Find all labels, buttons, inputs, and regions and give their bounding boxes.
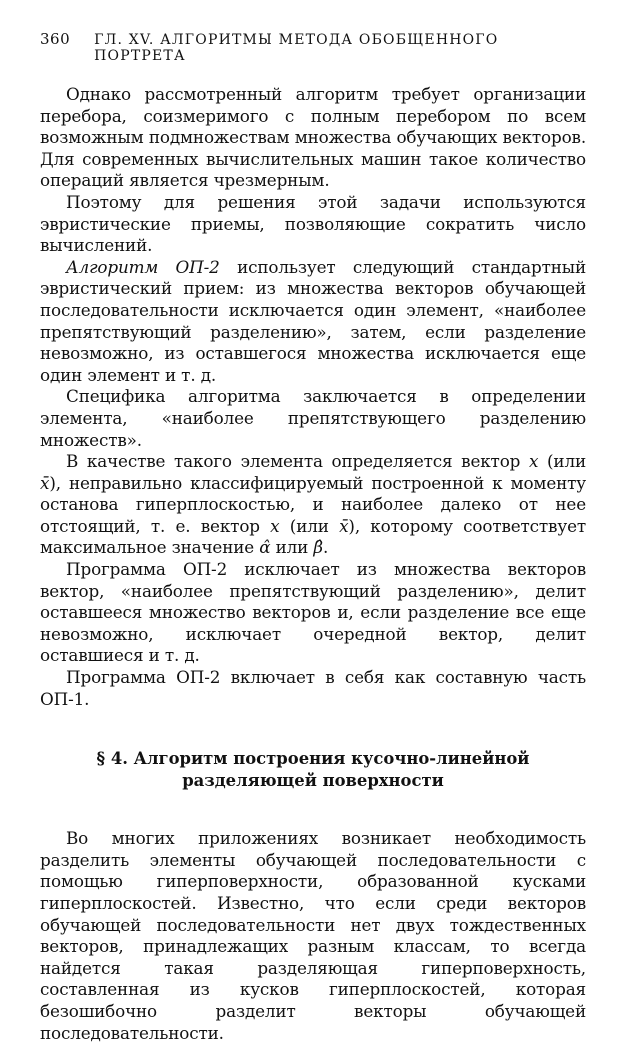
- section-body: [40, 828, 586, 1044]
- beta-hat: β̂: [313, 537, 323, 558]
- section-heading-line-2: разделяющей поверхности: [182, 771, 444, 791]
- vector-x-2: x: [270, 515, 280, 536]
- p5-text-f: или: [270, 537, 314, 558]
- p5-text-g: .: [322, 537, 329, 558]
- p5-text-b: (или: [538, 451, 586, 472]
- vector-x: x: [528, 451, 539, 472]
- alpha-hat: α̂: [259, 537, 271, 558]
- vector-x-bar-2: x̄: [339, 515, 349, 536]
- paragraph-7: Программа ОП-2 включает в себя как составную часть ОП-1.: [40, 667, 586, 709]
- body-text: [40, 84, 586, 710]
- section-paragraph-1: Во многих приложениях возникает необходимость разделить элементы обучающей последовательности с помощью гиперповерхности, образованной кусками гиперплоскостей. Известно, что если среди векторов обучающей последовательности нет двух тождественных векторов, принадлежащих разным классам, то всегда найдется такая разделяющая гиперповерхность, составленная из кусков гиперплоскостей, которая безошибочно разделит векторы обучающей последовательности.: [40, 828, 586, 1043]
- page-number: 360: [40, 30, 71, 48]
- paragraph-3-text: использует следующий стандартный эвристический прием: из множества векторов обучающей последовательности исключается один элемент, «наиболее препятствующий разделению», затем, если разделение невозможно, из оставшегося множества исключается еще один элемент и т. д.: [40, 256, 586, 385]
- p5-text-c: ), неправильно классифицируемый построенной к моменту останова гиперплоскостью, и наиболее далеко от нее отстоящий, т. е. вектор: [40, 472, 586, 536]
- p5-text-e: ), которому соответствует максимальное значение: [40, 515, 586, 558]
- section-heading: [40, 748, 586, 792]
- running-head: [40, 30, 586, 64]
- paragraph-6: Программа ОП-2 исключает из множества векторов вектор, «наиболее препятствующий разделению», делит оставшееся множество векторов и, если разделение все еще невозможно, исключает очередной вектор, делит оставшиеся и т. д.: [40, 559, 586, 666]
- paragraph-4: Специфика алгоритма заключается в определении элемента, «наиболее препятствующего разделению множеств».: [40, 386, 586, 450]
- algorithm-name: Алгоритм ОП-2: [66, 256, 220, 277]
- p5-text-a: В качестве такого элемента определяется вектор: [66, 451, 529, 472]
- paragraph-3: [40, 257, 586, 387]
- paragraph-2: Поэтому для решения этой задачи используются эвристические приемы, позволяющие сократить число вычислений.: [40, 191, 586, 256]
- p5-text-d: (или: [279, 515, 340, 536]
- running-title: ГЛ. XV. АЛГОРИТМЫ МЕТОДА ОБОБЩЕННОГО ПОРТРЕТА: [94, 32, 499, 64]
- paragraph-1: Однако рассмотренный алгоритм требует организации перебора, соизмеримого с полным перебором по всем возможным подмножествам множества обучающих векторов. Для современных вычислительных машин такое количество операций является чрезмерным.: [40, 84, 586, 191]
- paragraph-5: [40, 451, 586, 559]
- section-heading-line-1: § 4. Алгоритм построения кусочно-линейной: [96, 749, 530, 769]
- vector-x-bar: x̄: [40, 472, 50, 493]
